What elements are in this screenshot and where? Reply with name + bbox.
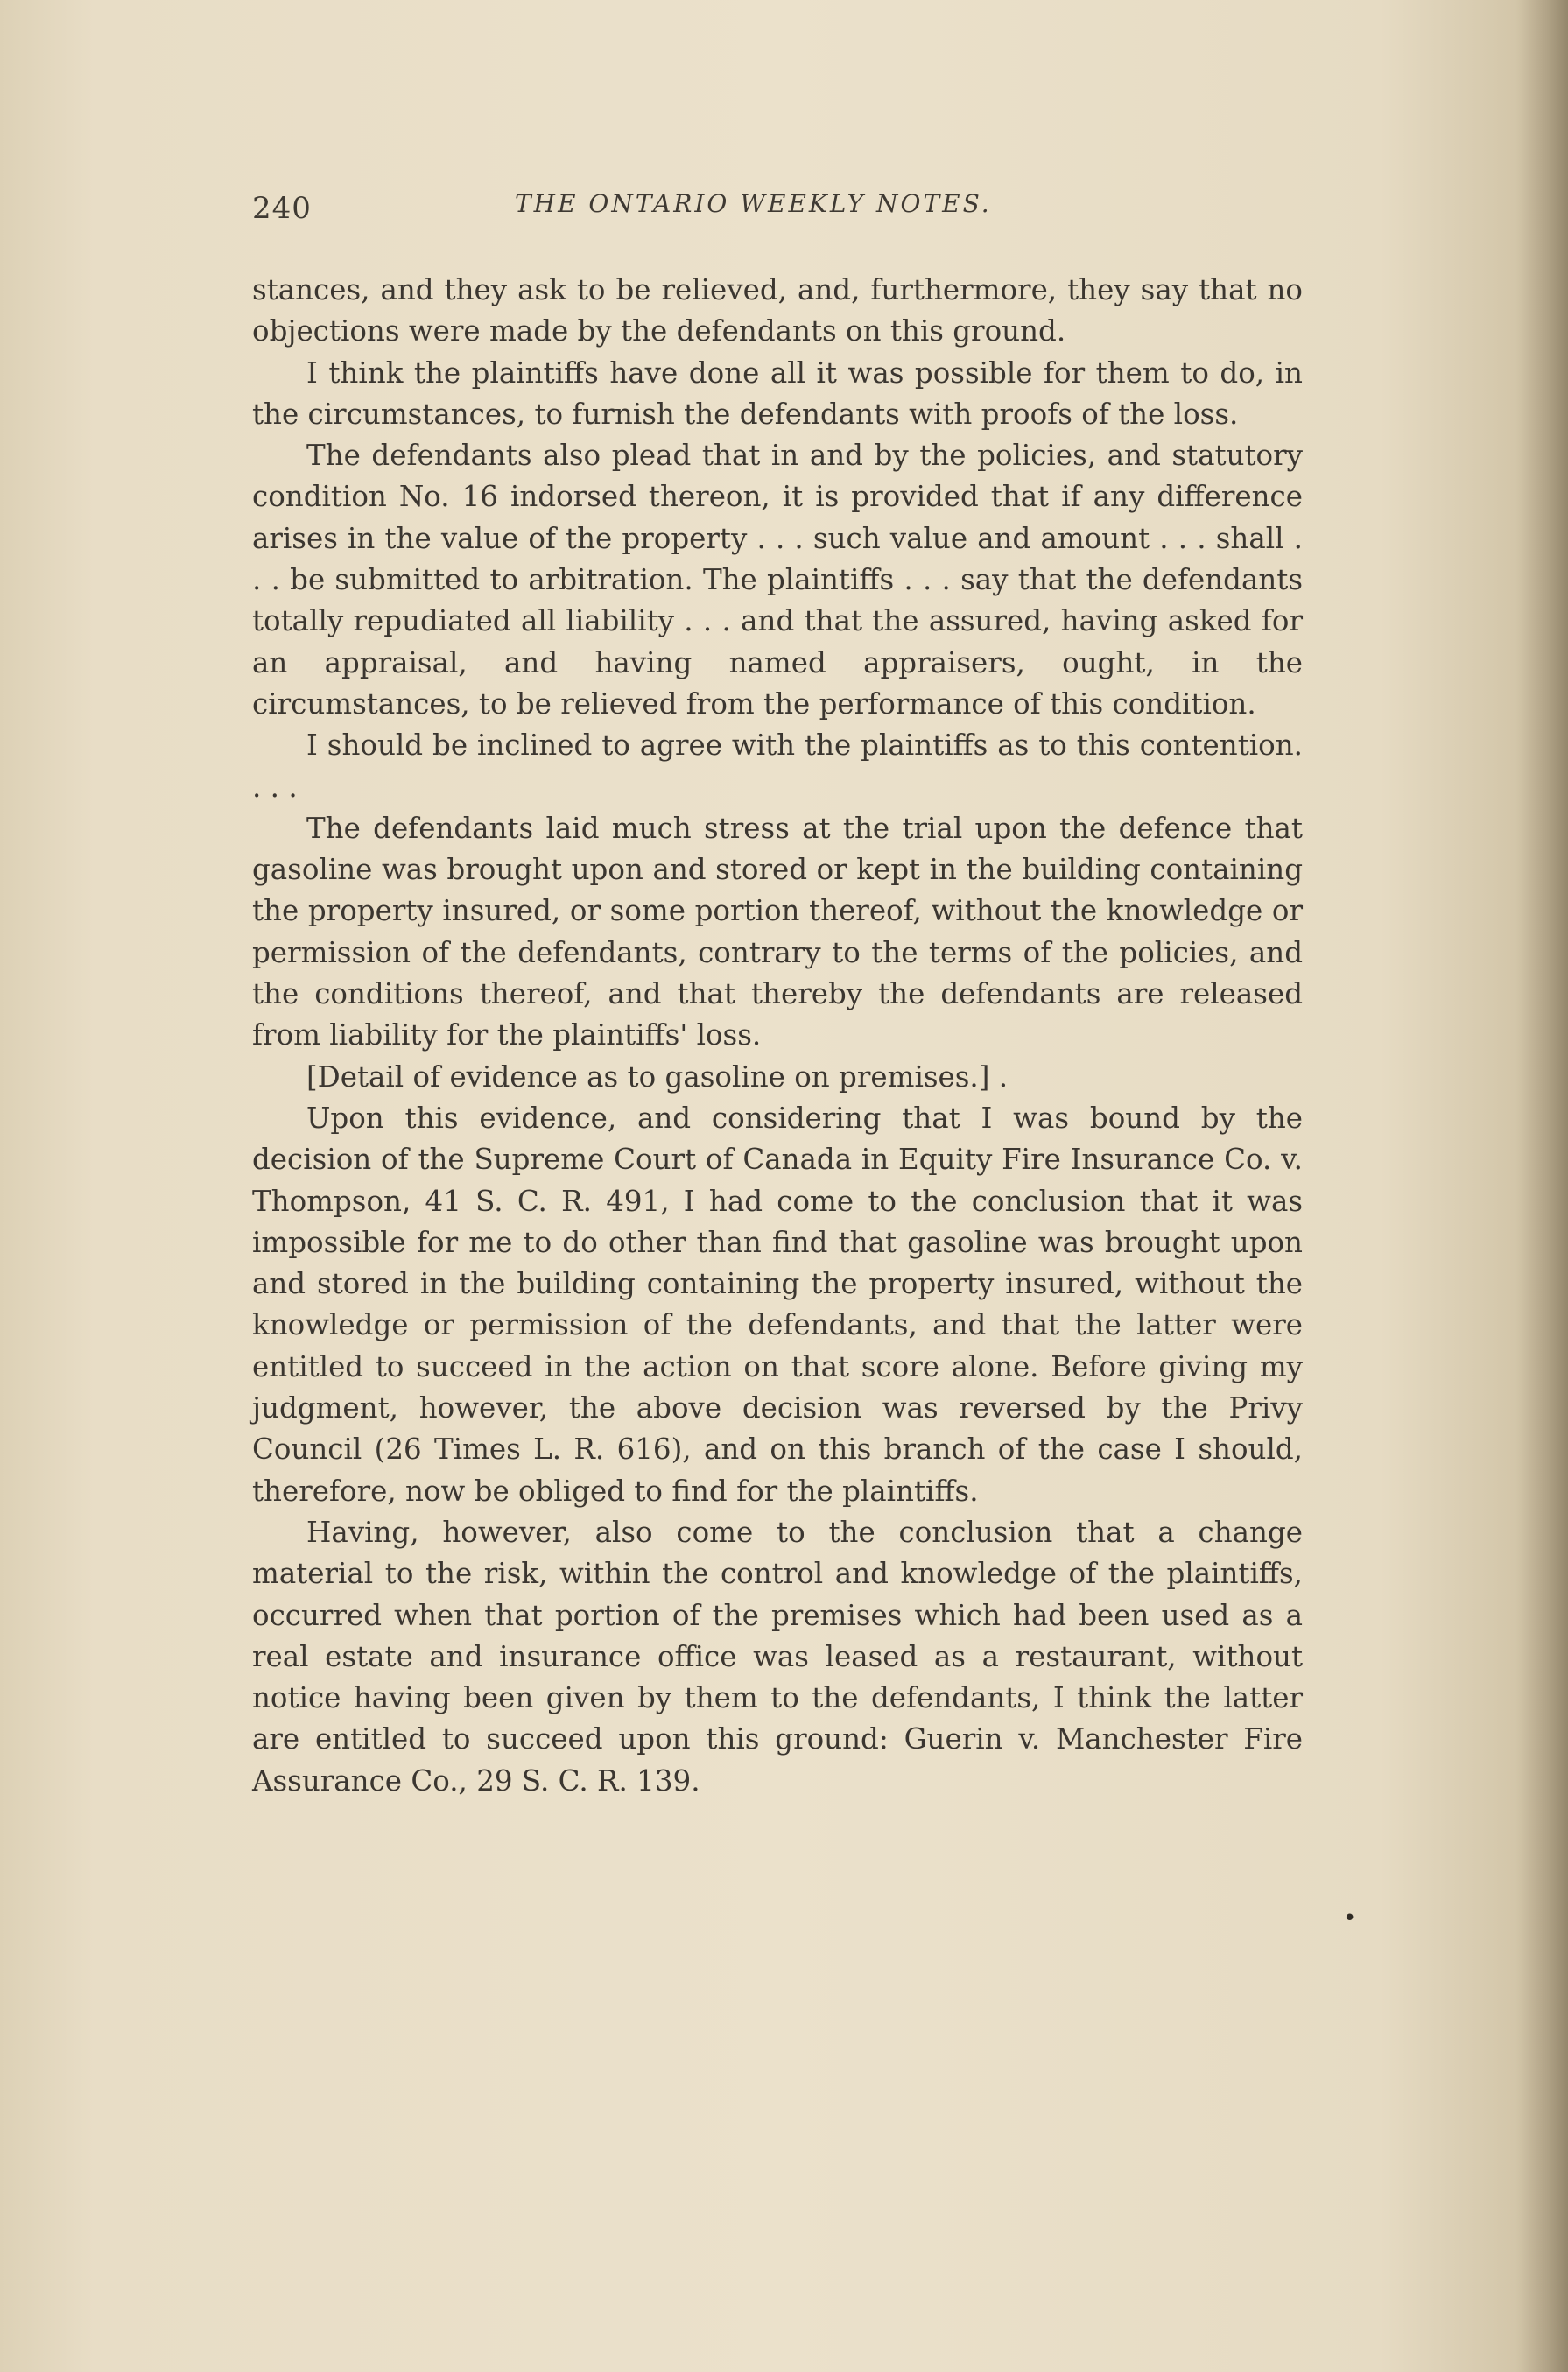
margin-mark: • — [1343, 1905, 1357, 1932]
running-head: THE ONTARIO WEEKLY NOTES. — [515, 189, 992, 218]
paragraph: Upon this evidence, and considering that I was bound by the decision of the Supreme Court of Canada in Equity Fire Insurance Co. v. Thompson, 41 S. C. R. 491, I had come to the conclusion that it was impossible for me to do other than find that gasoline was brought upon and stored in the building containing the property insured, without the knowledge or permission of the defendants, and that the latter were entitled to succeed in the action on that score alone. Before giving my judgment, however, the above decision was reversed by the Privy Council (26 Times L. R. 616), and on this branch of the case I should, therefore, now be obliged to find for the plaintiffs. — [252, 1101, 1303, 1508]
page-header — [252, 186, 1303, 238]
page-edge-shadow — [1515, 0, 1568, 2372]
paragraph: stances, and they ask to be relieved, and, furthermore, they say that no objections were made by the defendants on this ground. — [252, 273, 1303, 348]
paragraph: I think the plaintiffs have done all it was possible for them to do, in the circumstances, to furnish the defendants with proofs of the loss. — [252, 355, 1303, 431]
paragraph: The defendants also plead that in and by the policies, and statutory condition No. 16 indorsed thereon, it is provided that if any difference arises in the value of the property . . . such value and amount . . . shall . . . be submitted to arbitration. The plaintiffs . . . say that the defendants totally repudiated all liability . . . and that the assured, having asked for an appraisal, and having named appraisers, ought, in the circumstances, to be relieved from the performance of this condition. — [252, 439, 1303, 721]
body-text — [252, 270, 1303, 1802]
paragraph: [Detail of evidence as to gasoline on premises.] . — [306, 1059, 1009, 1094]
paragraph: The defendants laid much stress at the trial upon the defence that gasoline was brought upon and stored or kept in the building containing the property insured, or some portion thereof, without the knowledge or permission of the defendants, contrary to the terms of the policies, and the conditions thereof, and that thereby the defendants are released from liability for the plaintiffs' loss. — [252, 811, 1303, 1052]
page-number: 240 — [252, 191, 312, 226]
paragraph: I should be inclined to agree with the plaintiffs as to this contention. . . . — [252, 728, 1303, 804]
paragraph: Having, however, also come to the conclusion that a change material to the risk, within the control and knowledge of the plaintiffs, occurred when that portion of the premises which had been used as a real estate and insurance office was leased as a restaurant, without notice having been given by them to the defendants, I think the latter are entitled to succeed upon this ground: Guerin v. Manchester Fire Assurance Co., 29 S. C. R. 139. — [252, 1515, 1303, 1798]
